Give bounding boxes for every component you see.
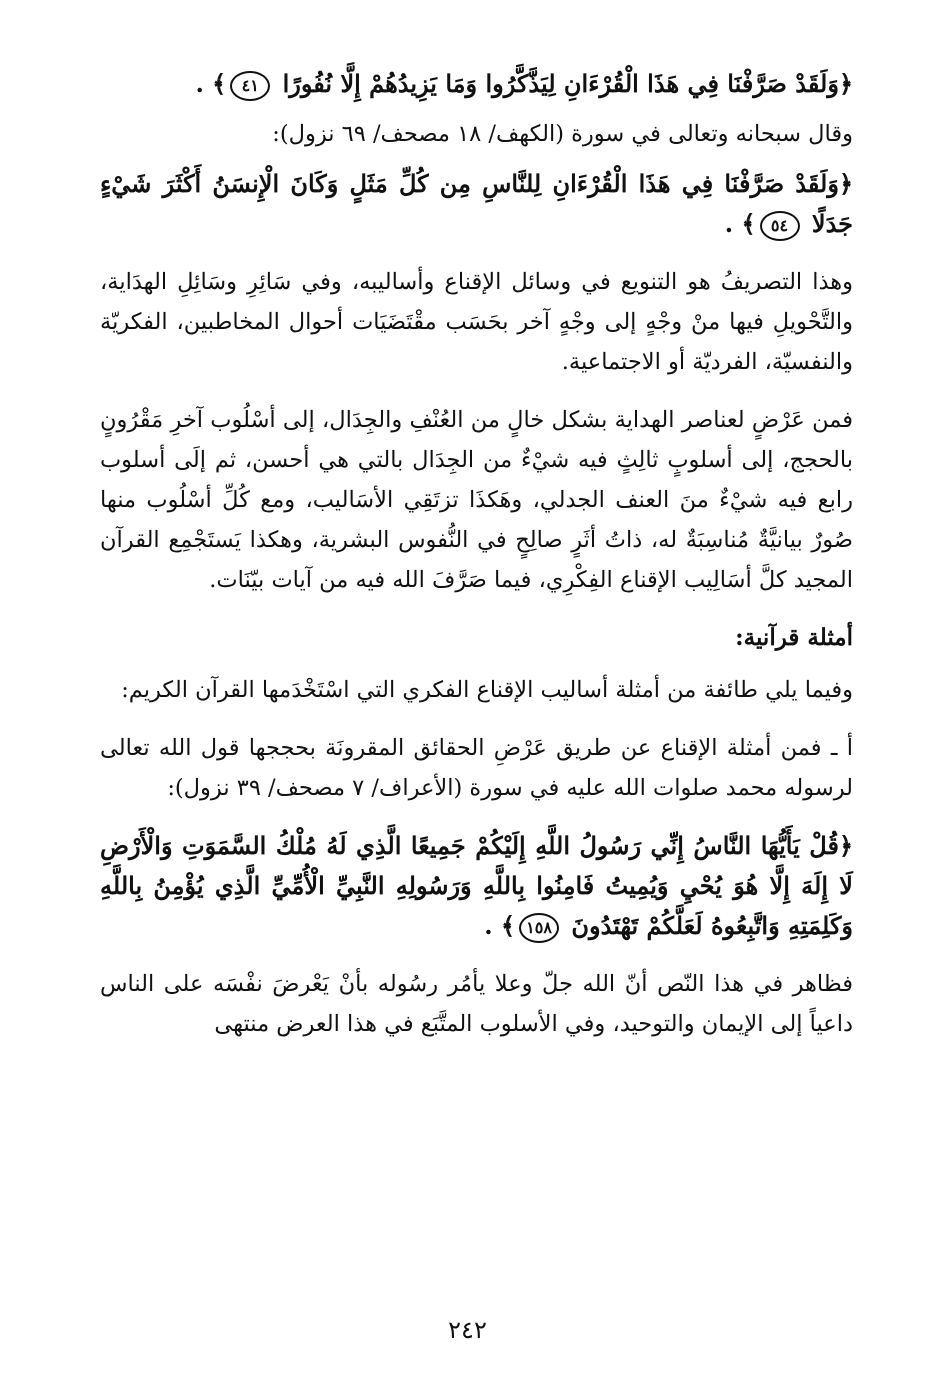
verse-text: قُلْ يَأَيُّهَا النَّاسُ إِنِّي رَسُولُ اللَّهِ إِلَيْكُمْ جَمِيعًا الَّذِي لَهُ مُلْكُ السَّمَوَتِ وَالْأَرْضِ لَا إِلَهَ إِلَّا هُوَ يُحْيِ وَيُمِيتُ فَامِنُوا بِاللَّهِ وَرَسُولِهِ النَّبِيِّ الْأُمِّيِّ الَّذِي يُؤْمِنُ بِاللَّهِ وَكَلِمَتِهِ وَاتَّبِعُوهُ لَعَلَّكُمْ تَهْتَدُونَ — [100, 831, 853, 940]
quran-close-bracket: ﴾ . — [484, 911, 516, 940]
quran-open-bracket: ﴿ — [838, 69, 853, 98]
quran-verse-1 — [100, 64, 853, 104]
quran-close-bracket: ﴾ . — [195, 69, 227, 98]
paragraph-styles: فمن عَرْضٍ لعناصر الهداية بشكل خالٍ من العُنْفِ والجِدَال، إلى أسْلُوب آخرِ مَقْرُونٍ بالحجج، إلى أسلوبٍ ثالِثٍ فيه شيْءٌ من الجِدَال بالتي هي أحسن، ثم إلَى أسلوب رابع فيه شيْءٌ منَ العنف الجدلي، وهَكذَا تزتَقِي الأسَاليب، ومع كُلِّ أسْلُوب منها صُورٌ بيانيَّةٌ مُناسِبَةٌ له، ذاتُ أثَرٍ صالِحٍ في النُّفوس البشرية، وهكذا يَستَجْمِع القرآن المجيد كلَّ أسَالِيب الإقناع الفِكْرِي، فيما صَرَّفَ الله فيه من آيات بيّنَات. — [100, 407, 853, 593]
verse-number-badge: ٤١ — [230, 71, 270, 101]
verse-number-badge: ٥٤ — [760, 211, 800, 241]
paragraph-conclusion: فظاهر في هذا النّص أنّ الله جلّ وعلا يأمُر رسُوله بأنْ يَعْرضَ نفْسَه على الناس داعياً إلى الإيمان والتوحيد، وفي الأسلوب المتَّبَع في هذا العرض منتهى — [100, 971, 853, 1037]
verse-text: وَلَقَدْ صَرَّفْنَا فِي هَذَا الْقُرْءَانِ لِلنَّاسِ مِن كُلِّ مَثَلٍ وَكَانَ الْإِنسَنُ أَكْثَرَ شَيْءٍ جَدَلًا — [100, 169, 853, 238]
paragraph-intro-kahf: وقال سبحانه وتعالى في سورة (الكهف/ ١٨ مصحف/ ٦٩ نزول): — [272, 121, 853, 147]
quran-open-bracket: ﴿ — [838, 169, 853, 198]
paragraph-tasreef: وهذا التصريفُ هو التنويع في وسائل الإقناع وأساليبه، وفي سَائِرِ وسَائِلِ الهدَاية، والتَّحْويلِ فيها منْ وجْهٍ إلى وجْهٍ آخر بحَسَب مقْتَضَيَات أحوال المخاطبين، الفكريّة والنفسيّة، الفرديّة أو الاجتماعية. — [100, 269, 853, 375]
verse-text: وَلَقَدْ صَرَّفْنَا فِي هَذَا الْقُرْءَانِ لِيَذَّكَّرُوا وَمَا يَزِيدُهُمْ إِلَّا نُفُورًا — [282, 69, 839, 98]
section-heading: أمثلة قرآنية: — [735, 624, 853, 651]
page-number: ٢٤٢ — [448, 1316, 487, 1344]
quran-open-bracket: ﴿ — [838, 831, 853, 860]
quran-verse-2 — [100, 164, 853, 244]
paragraph-examples-intro: وفيما يلي طائفة من أمثلة أساليب الإقناع الفكري التي اسْتَخْدَمها القرآن الكريم: — [121, 677, 853, 703]
paragraph-example-a: أ ـ فمن أمثلة الإقناع عن طريق عَرْضِ الحقائق المقرونَة بحججها قول الله تعالى لرسوله محمد صلوات الله عليه في سورة (الأعراف/ ٧ مصحف/ ٣٩ نزول): — [100, 735, 853, 801]
quran-verse-3 — [100, 826, 853, 946]
verse-number-badge: ١٥٨ — [519, 913, 559, 943]
quran-close-bracket: ﴾ . — [724, 209, 756, 238]
